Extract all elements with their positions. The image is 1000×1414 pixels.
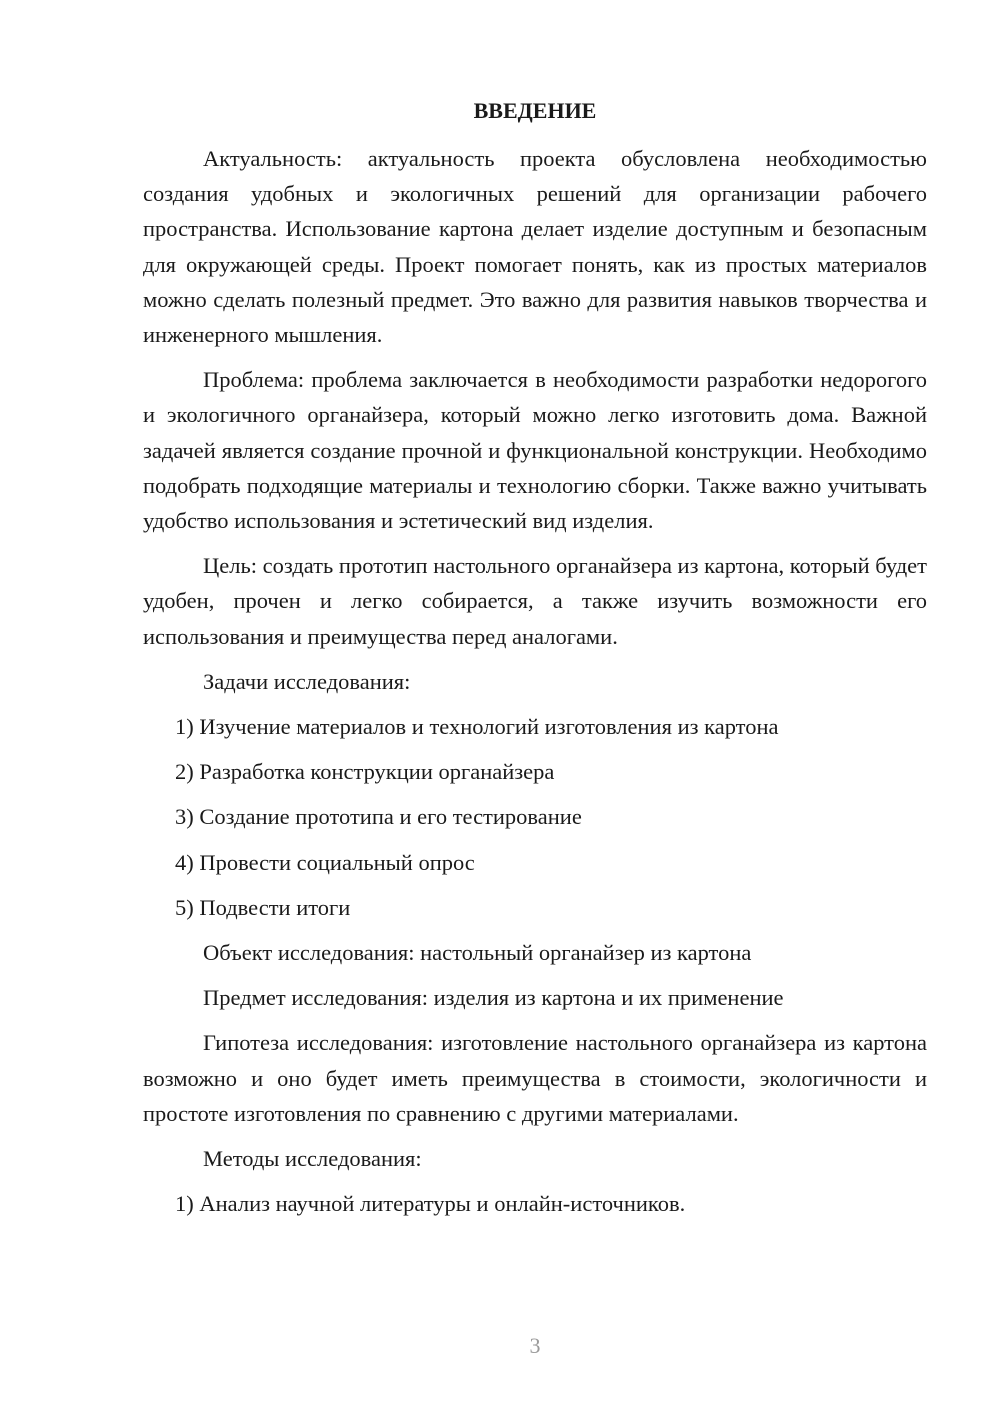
task-item-5: 5) Подвести итоги <box>175 894 351 920</box>
page-number: 3 <box>529 1333 541 1358</box>
hypothesis-paragraph: Гипотеза исследования: изготовление настольного органайзера из картона возможно и оно будет иметь преимущества в стоимости, экологичности и простоте изготовления по сравнению с другими материалами. <box>143 1030 927 1126</box>
relevance-paragraph: Актуальность: актуальность проекта обусловлена необходимостью создания удобных и экологичных решений для организации рабочего пространства. Использование картона делает изделие доступным и безопасным для окружающей среды. Проект помогает понять, как из простых материалов можно сделать полезный предмет. Это важно для развития навыков творчества и инженерного мышления. <box>143 146 927 348</box>
task-item-4: 4) Провести социальный опрос <box>175 849 475 875</box>
object-line: Объект исследования: настольный органайзер из картона <box>203 940 752 966</box>
goal-paragraph: Цель: создать прототип настольного органайзера из картона, который будет удобен, прочен и легко собирается, а также изучить возможности его использования и преимущества перед аналогами. <box>143 553 927 649</box>
task-item-3: 3) Создание прототипа и его тестирование <box>175 804 582 830</box>
problem-paragraph: Проблема: проблема заключается в необходимости разработки недорогого и экологичного органайзера, который можно легко изготовить дома. Важной задачей является создание прочной и функциональной конструкции. Необходимо подобрать подходящие материалы и технологию сборки. Также важно учитывать удобство использования и эстетический вид изделия. <box>143 367 927 534</box>
page-title: ВВЕДЕНИЕ <box>473 98 597 123</box>
method-item-1: 1) Анализ научной литературы и онлайн-источников. <box>175 1191 686 1217</box>
task-item-2: 2) Разработка конструкции органайзера <box>175 759 555 785</box>
methods-heading: Методы исследования: <box>203 1146 422 1172</box>
subject-line: Предмет исследования: изделия из картона и их применение <box>203 985 784 1011</box>
tasks-heading: Задачи исследования: <box>203 668 411 694</box>
task-item-1: 1) Изучение материалов и технологий изготовления из картона <box>175 714 779 740</box>
page-content <box>143 95 927 1231</box>
